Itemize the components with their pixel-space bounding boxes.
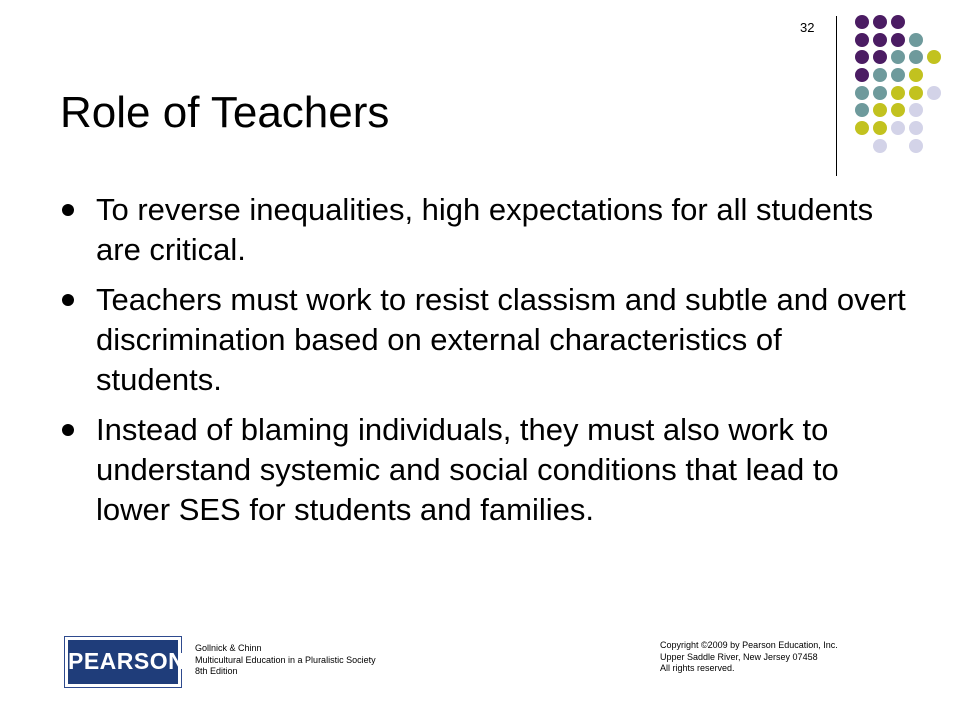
decorative-dot: [855, 68, 869, 82]
bullet-item: [60, 410, 910, 530]
decorative-dot: [855, 103, 869, 117]
decorative-dot: [909, 121, 923, 135]
decorative-dot: [927, 50, 941, 64]
decorative-dot: [891, 15, 905, 29]
decorative-dot: [891, 33, 905, 47]
decorative-dot: [927, 86, 941, 100]
credits-title: Multicultural Education in a Pluralistic Society: [195, 654, 376, 665]
credits-authors: Gollnick & Chinn: [195, 643, 262, 653]
bullet-icon: [62, 204, 74, 216]
decorative-dot: [909, 68, 923, 82]
copyright-address: Upper Saddle River, New Jersey 07458: [660, 651, 818, 662]
decorative-dot: [855, 121, 869, 135]
slide-number: 32: [800, 20, 815, 35]
bullet-text: Teachers must work to resist classism and subtle and overt discrimination based on external characteristics of students.: [96, 282, 906, 397]
copyright-line: Copyright ©2009 by Pearson Education, Inc.: [660, 640, 838, 650]
decorative-dot: [855, 15, 869, 29]
decorative-dot: [891, 50, 905, 64]
bullet-item: [60, 280, 910, 400]
decorative-dot: [873, 68, 887, 82]
decorative-dot: [873, 15, 887, 29]
bullet-icon: [62, 424, 74, 436]
bullet-text: Instead of blaming individuals, they must also work to understand systemic and social conditions that lead to lower SES for students and families.: [96, 412, 839, 527]
decorative-dot: [873, 33, 887, 47]
decorative-dot: [891, 86, 905, 100]
bullet-text: To reverse inequalities, high expectations for all students are critical.: [96, 192, 874, 267]
decorative-dot: [873, 103, 887, 117]
copyright-rights: All rights reserved.: [660, 663, 735, 673]
decorative-dot: [891, 68, 905, 82]
decorative-dot: [873, 86, 887, 100]
credits-edition: 8th Edition: [195, 666, 238, 676]
decorative-dot: [909, 33, 923, 47]
bullet-list: [60, 190, 910, 540]
slide-title: Role of Teachers: [60, 88, 390, 137]
decorative-dot: [891, 103, 905, 117]
decorative-dot: [909, 103, 923, 117]
decorative-dot: [909, 86, 923, 100]
pearson-logo: [64, 636, 186, 688]
bullet-icon: [62, 294, 74, 306]
decorative-dot: [873, 139, 887, 153]
decorative-dot: [873, 50, 887, 64]
copyright-notice: [660, 640, 838, 675]
decorative-dot: [909, 50, 923, 64]
bullet-item: [60, 190, 910, 270]
decorative-dot: [909, 139, 923, 153]
pearson-logo-text: PEARSON: [68, 640, 178, 684]
decorative-dot: [891, 121, 905, 135]
decorative-dot: [855, 33, 869, 47]
decorative-dot: [855, 50, 869, 64]
book-credits: [195, 643, 376, 678]
decorative-dot: [855, 86, 869, 100]
decorative-dot: [873, 121, 887, 135]
